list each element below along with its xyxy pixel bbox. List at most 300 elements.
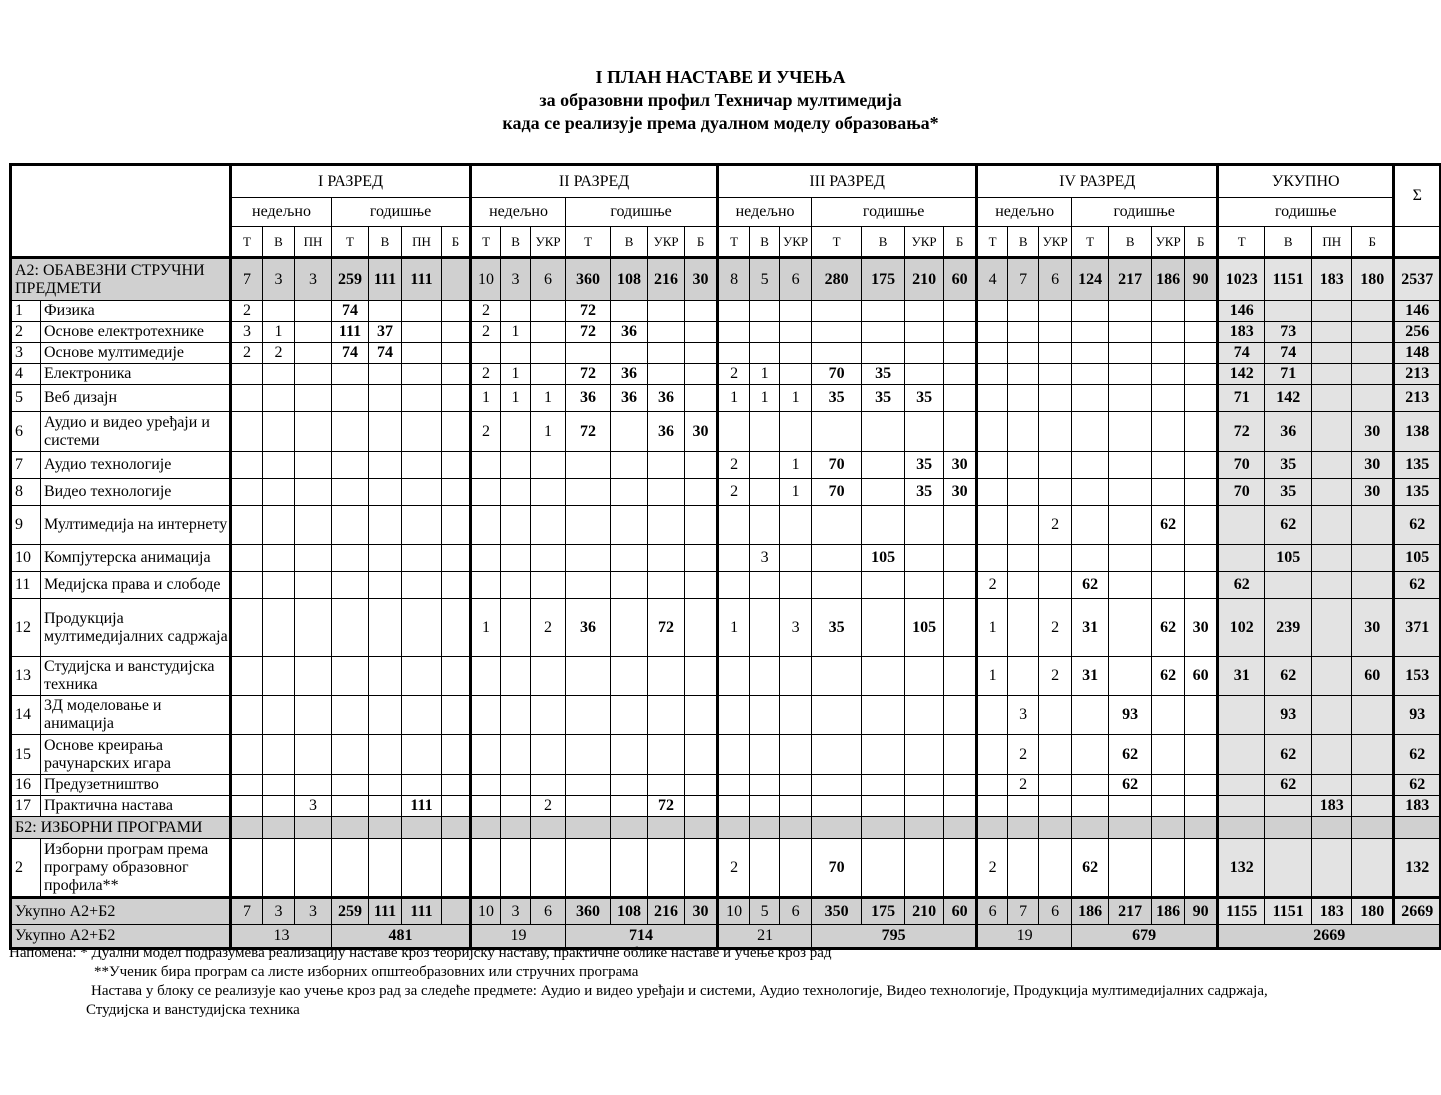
value-cell [718,796,750,817]
subject-row [11,572,1441,599]
value-cell [471,735,501,775]
value-cell [862,839,905,898]
value-cell: 3 [501,258,531,301]
empty-cell [263,817,295,839]
value-cell [648,572,685,599]
value-cell [905,412,944,452]
subject-name: Компјутерска анимација [41,545,231,572]
value-cell [685,301,718,322]
value-cell [718,775,750,796]
type-header: Т [1072,227,1109,258]
value-cell [471,775,501,796]
value-cell [1008,657,1039,696]
value-cell [442,506,471,545]
value-cell: 3 [231,322,263,343]
empty-cell [977,817,1008,839]
value-cell [332,839,369,898]
value-cell [566,696,611,735]
value-cell: 6 [1039,258,1072,301]
value-cell [369,796,402,817]
value-cell [1008,796,1039,817]
value-cell [750,599,780,657]
yearly-header: годишње [566,198,718,227]
row-number: 6 [11,412,41,452]
value-cell: 132 [1218,839,1265,898]
value-cell: 70 [812,364,862,385]
value-cell: 2 [977,839,1008,898]
value-cell [1185,572,1218,599]
row-number: 3 [11,343,41,364]
value-cell [1312,412,1352,452]
value-cell [862,796,905,817]
value-cell [1185,479,1218,506]
value-cell: 10 [471,898,501,925]
value-cell: 183 [1218,322,1265,343]
value-cell: 1 [501,322,531,343]
value-cell: 1023 [1218,258,1265,301]
subject-row [11,452,1441,479]
value-cell [685,479,718,506]
value-cell [1008,479,1039,506]
yearly-header: годишње [812,198,977,227]
value-cell: 6 [531,898,566,925]
subject-row [11,506,1441,545]
value-cell [263,364,295,385]
header-row-grades [11,165,1441,198]
value-cell [862,343,905,364]
value-cell: 259 [332,898,369,925]
value-cell [944,696,977,735]
value-cell: 31 [1218,657,1265,696]
value-cell [1152,696,1185,735]
value-cell [648,343,685,364]
value-cell: 60 [1352,657,1394,696]
value-cell [1039,452,1072,479]
empty-cell [812,817,862,839]
subject-name: Основе мултимедије [41,343,231,364]
row-number: 15 [11,735,41,775]
value-cell: 213 [1394,385,1441,412]
empty-cell [905,817,944,839]
value-cell [862,506,905,545]
value-cell [1352,839,1394,898]
value-cell [1039,572,1072,599]
grade-header: IV РАЗРЕД [977,165,1218,198]
value-cell [812,775,862,796]
value-cell [611,735,648,775]
value-cell: 71 [1218,385,1265,412]
total-header: УКУПНО [1218,165,1394,198]
value-cell [780,343,812,364]
value-cell: 371 [1394,599,1441,657]
value-cell: 2 [231,343,263,364]
value-cell [685,452,718,479]
value-cell [231,839,263,898]
value-cell: 62 [1265,657,1312,696]
empty-cell [402,817,442,839]
value-cell [750,796,780,817]
value-cell [1218,775,1265,796]
value-cell: 2537 [1394,258,1441,301]
subject-row [11,599,1441,657]
subject-row [11,479,1441,506]
yearly-header: годишње [332,198,471,227]
weekly-header: недељно [231,198,332,227]
value-cell [501,839,531,898]
page-title: I ПЛАН НАСТАВЕ И УЧЕЊА [595,67,846,87]
value-cell [402,343,442,364]
value-cell [1152,796,1185,817]
value-cell [1152,452,1185,479]
value-cell: 105 [862,545,905,572]
value-cell: 1 [531,412,566,452]
value-cell: 60 [944,258,977,301]
value-cell [780,657,812,696]
value-cell: 3 [295,898,332,925]
value-cell [718,412,750,452]
value-cell [531,343,566,364]
row-number: 11 [11,572,41,599]
value-cell [566,775,611,796]
value-cell: 62 [1109,735,1152,775]
value-cell [1312,479,1352,506]
value-cell [442,258,471,301]
value-cell [263,506,295,545]
value-cell: 62 [1072,572,1109,599]
subject-row [11,545,1441,572]
value-cell [944,412,977,452]
value-cell [862,572,905,599]
note-line-3: Настава у блоку се реализује као учење кроз рад за следеће предмете: Аудио и видео уређаји и системи, Аудио технологије, Видео технологије, Продукција мултимедијалних садржаја, [91,983,1268,999]
value-cell [905,735,944,775]
value-cell [812,545,862,572]
type-header: В [1265,227,1312,258]
row-number: 5 [11,385,41,412]
section-row-a2 [11,258,1441,301]
value-cell [231,657,263,696]
value-cell: 135 [1394,452,1441,479]
type-header: В [263,227,295,258]
value-cell [531,696,566,735]
value-cell [1109,599,1152,657]
empty-cell [566,817,611,839]
value-cell [566,545,611,572]
value-cell [718,301,750,322]
value-cell [1265,572,1312,599]
summary-weekly: 21 [718,925,812,949]
subject-name: Изборни програм према програму образовног профила** [41,839,231,898]
value-cell [685,322,718,343]
note-line-4: Студијска и ванстудијска техника [86,1002,300,1018]
value-cell: 70 [812,479,862,506]
value-cell [231,796,263,817]
value-cell [977,735,1008,775]
summary-yearly: 679 [1072,925,1218,949]
value-cell [1312,657,1352,696]
yearly-header: годишње [1218,198,1394,227]
value-cell [332,506,369,545]
value-cell [531,506,566,545]
value-cell [1152,343,1185,364]
value-cell [1152,545,1185,572]
value-cell [295,343,332,364]
value-cell [1312,572,1352,599]
total-row [11,898,1441,925]
value-cell [1352,364,1394,385]
value-cell [1152,572,1185,599]
value-cell [531,301,566,322]
value-cell: 74 [1218,343,1265,364]
value-cell [1312,545,1352,572]
value-cell [531,545,566,572]
subject-name: Медијска права и слободе [41,572,231,599]
type-header: Б [944,227,977,258]
value-cell [1152,479,1185,506]
value-cell [1008,301,1039,322]
value-cell [369,506,402,545]
value-cell: 183 [1312,796,1352,817]
value-cell: 62 [1394,506,1441,545]
value-cell [685,364,718,385]
subject-row [11,385,1441,412]
subject-name: Аудио и видео уређаји и системи [41,412,231,452]
value-cell: 105 [1394,545,1441,572]
value-cell [501,775,531,796]
empty-cell [648,817,685,839]
value-cell [812,572,862,599]
empty-cell [1218,817,1265,839]
value-cell [332,696,369,735]
value-cell: 7 [1008,258,1039,301]
value-cell: 183 [1312,258,1352,301]
value-cell [685,696,718,735]
value-cell [1312,599,1352,657]
value-cell: 35 [905,479,944,506]
value-cell [471,839,501,898]
empty-cell [231,817,263,839]
value-cell [369,479,402,506]
value-cell [295,696,332,735]
value-cell [531,479,566,506]
value-cell [1109,506,1152,545]
value-cell: 111 [369,258,402,301]
value-cell: 1 [718,385,750,412]
value-cell [1218,735,1265,775]
value-cell: 1 [780,452,812,479]
value-cell [566,572,611,599]
value-cell [442,735,471,775]
type-header: В [611,227,648,258]
value-cell: 108 [611,258,648,301]
value-cell: 7 [231,898,263,925]
value-cell: 36 [566,599,611,657]
value-cell: 210 [905,258,944,301]
empty-cell [295,817,332,839]
value-cell [1152,412,1185,452]
value-cell [685,796,718,817]
value-cell: 217 [1109,258,1152,301]
value-cell [332,657,369,696]
value-cell: 1 [780,385,812,412]
value-cell: 8 [718,258,750,301]
value-cell: 4 [977,258,1008,301]
value-cell: 146 [1394,301,1441,322]
empty-cell [442,817,471,839]
value-cell [295,364,332,385]
value-cell [611,301,648,322]
value-cell [442,657,471,696]
value-cell [471,545,501,572]
value-cell [332,479,369,506]
value-cell [1185,385,1218,412]
value-cell [750,839,780,898]
value-cell: 62 [1218,572,1265,599]
value-cell: 35 [812,599,862,657]
value-cell [1008,385,1039,412]
value-cell [750,775,780,796]
value-cell [1312,775,1352,796]
value-cell [648,479,685,506]
value-cell [862,657,905,696]
value-cell [531,572,566,599]
value-cell [402,696,442,735]
value-cell: 73 [1265,322,1312,343]
value-cell: 10 [471,258,501,301]
value-cell: 35 [1265,479,1312,506]
empty-cell [944,817,977,839]
type-header: Б [442,227,471,258]
value-cell: 1 [471,599,501,657]
value-cell: 186 [1152,898,1185,925]
value-cell [1072,545,1109,572]
value-cell [905,322,944,343]
value-cell [611,452,648,479]
value-cell [1312,364,1352,385]
value-cell [402,839,442,898]
value-cell [369,657,402,696]
page-subtitle-2: када се реализује према дуалном моделу образовања* [502,113,939,133]
value-cell: 36 [611,322,648,343]
value-cell: 142 [1265,385,1312,412]
value-cell: 3 [263,258,295,301]
value-cell [501,479,531,506]
value-cell: 90 [1185,258,1218,301]
value-cell [944,839,977,898]
value-cell: 35 [905,385,944,412]
value-cell [1185,775,1218,796]
value-cell [905,839,944,898]
type-header: В [369,227,402,258]
value-cell [442,322,471,343]
value-cell: 2 [471,322,501,343]
value-cell: 6 [780,258,812,301]
value-cell [977,301,1008,322]
value-cell [977,479,1008,506]
value-cell: 30 [944,452,977,479]
value-cell [611,343,648,364]
value-cell [402,385,442,412]
value-cell: 105 [905,599,944,657]
value-cell [501,452,531,479]
value-cell: 6 [1039,898,1072,925]
value-cell [263,696,295,735]
value-cell: 3 [1008,696,1039,735]
value-cell: 1151 [1265,258,1312,301]
value-cell [718,657,750,696]
value-cell: 62 [1394,735,1441,775]
value-cell [750,479,780,506]
value-cell [442,572,471,599]
value-cell [1152,385,1185,412]
value-cell: 30 [1352,452,1394,479]
value-cell [812,735,862,775]
subject-row [11,775,1441,796]
value-cell: 35 [1265,452,1312,479]
value-cell [750,301,780,322]
value-cell [263,796,295,817]
grade-header: I РАЗРЕД [231,165,471,198]
subject-name: Аудио технологије [41,452,231,479]
value-cell [1109,545,1152,572]
value-cell [531,364,566,385]
value-cell: 1 [531,385,566,412]
value-cell: 10 [718,898,750,925]
value-cell [402,364,442,385]
value-cell [332,452,369,479]
value-cell [471,452,501,479]
type-header: Б [1185,227,1218,258]
value-cell [611,599,648,657]
value-cell: 60 [944,898,977,925]
value-cell [1109,796,1152,817]
subject-name: Електроника [41,364,231,385]
weekly-header: недељно [471,198,566,227]
summary-weekly: 13 [231,925,332,949]
value-cell [648,322,685,343]
value-cell: 36 [648,385,685,412]
value-cell [1008,322,1039,343]
value-cell [295,322,332,343]
type-header: ПН [1312,227,1352,258]
value-cell [611,796,648,817]
type-header: В [501,227,531,258]
value-cell: 62 [1152,506,1185,545]
value-cell: 93 [1265,696,1312,735]
value-cell [402,775,442,796]
value-cell: 70 [1218,452,1265,479]
value-cell: 72 [566,322,611,343]
value-cell: 2 [718,452,750,479]
value-cell [295,412,332,452]
value-cell [369,452,402,479]
value-cell [611,479,648,506]
value-cell: 350 [812,898,862,925]
value-cell [1039,796,1072,817]
value-cell [263,735,295,775]
value-cell: 2 [531,599,566,657]
value-cell [780,696,812,735]
value-cell [648,657,685,696]
value-cell [780,775,812,796]
value-cell [1185,412,1218,452]
value-cell [1352,322,1394,343]
value-cell [1109,572,1152,599]
value-cell: 216 [648,898,685,925]
value-cell [905,775,944,796]
value-cell [780,545,812,572]
value-cell [905,657,944,696]
value-cell [1152,839,1185,898]
